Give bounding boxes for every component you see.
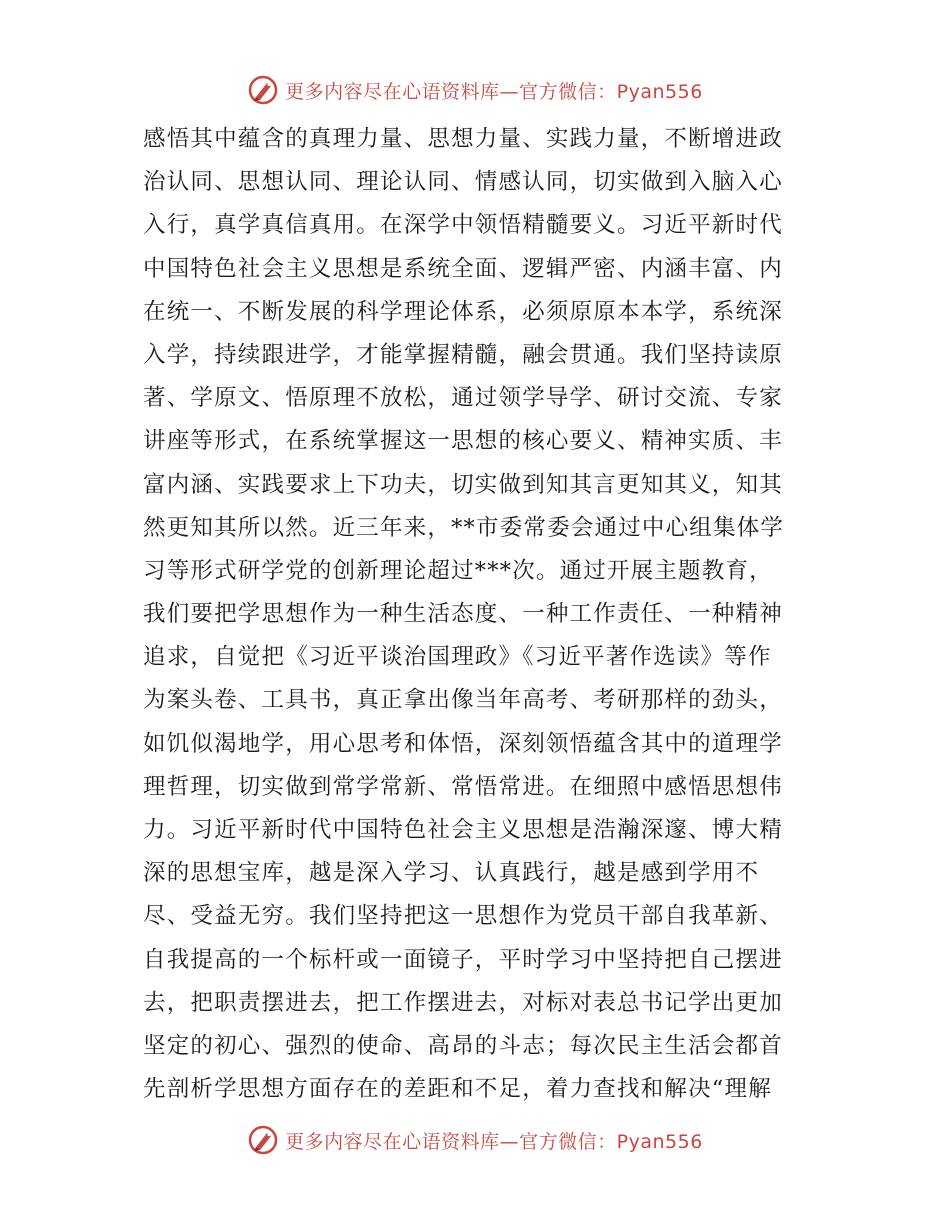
text-line: 追求，自觉把《习近平谈治国理政》《习近平著作选读》等作 — [143, 644, 772, 671]
text-line: 中国特色社会主义思想是系统全面、逻辑严密、内涵丰富、内 — [143, 255, 783, 282]
text-line: 自我提高的一个标杆或一面镜子，平时学习中坚持把自己摆进 — [143, 946, 783, 973]
header-banner — [0, 70, 950, 110]
text-line: 著、学原文、悟原理不放松，通过领学导学、研讨交流、专家 — [143, 385, 783, 412]
footer-banner — [0, 1120, 950, 1160]
text-line: 为案头卷、工具书，真正拿出像当年高考、考研那样的劲头， — [143, 687, 783, 714]
text-line: 深的思想宝库，越是深入学习、认真践行，越是感到学用不 — [143, 860, 760, 887]
header-banner-text: 更多内容尽在心语资料库—官方微信：Pyan556 — [285, 80, 703, 103]
text-line: 先剖析学思想方面存在的差距和不足，着力查找和解决“理解 — [143, 1076, 772, 1103]
text-line: 理哲理，切实做到常学常新、常悟常进。在细照中感悟思想伟 — [143, 773, 783, 800]
text-line: 如饥似渴地学，用心思考和体悟，深刻领悟蕴含其中的道理学 — [143, 730, 783, 757]
text-line: 入行，真学真信真用。在深学中领悟精髓要义。习近平新时代 — [143, 212, 783, 239]
pen-logo-icon — [247, 1124, 279, 1156]
footer-banner-text: 更多内容尽在心语资料库—官方微信：Pyan556 — [285, 1130, 703, 1153]
text-line: 富内涵、实践要求上下功夫，切实做到知其言更知其义，知其 — [143, 471, 783, 498]
text-line: 尽、受益无穷。我们坚持把这一思想作为党员干部自我革新、 — [143, 903, 783, 930]
text-line: 讲座等形式，在系统掌握这一思想的核心要义、精神实质、丰 — [143, 428, 783, 455]
text-line: 习等形式研学党的创新理论超过***次。通过开展主题教育， — [143, 557, 773, 584]
document-body — [143, 118, 813, 1111]
text-line: 在统一、不断发展的科学理论体系，必须原原本本学，系统深 — [143, 298, 783, 325]
text-line: 感悟其中蕴含的真理力量、思想力量、实践力量，不断增进政 — [143, 126, 783, 152]
text-line: 坚定的初心、强烈的使命、高昂的斗志；每次民主生活会都首 — [143, 1032, 783, 1059]
text-line: 力。习近平新时代中国特色社会主义思想是浩瀚深邃、博大精 — [143, 817, 783, 843]
text-line: 然更知其所以然。近三年来，**市委常委会通过中心组集体学 — [143, 514, 785, 541]
text-line: 我们要把学思想作为一种生活态度、一种工作责任、一种精神 — [143, 601, 783, 628]
text-line: 治认同、思想认同、理论认同、情感认同，切实做到入脑入心 — [143, 169, 783, 196]
text-line: 去，把职责摆进去，把工作摆进去，对标对表总书记学出更加 — [143, 989, 783, 1016]
pen-logo-icon — [247, 74, 279, 106]
text-line: 入学，持续跟进学，才能掌握精髓，融会贯通。我们坚持读原 — [143, 341, 783, 368]
